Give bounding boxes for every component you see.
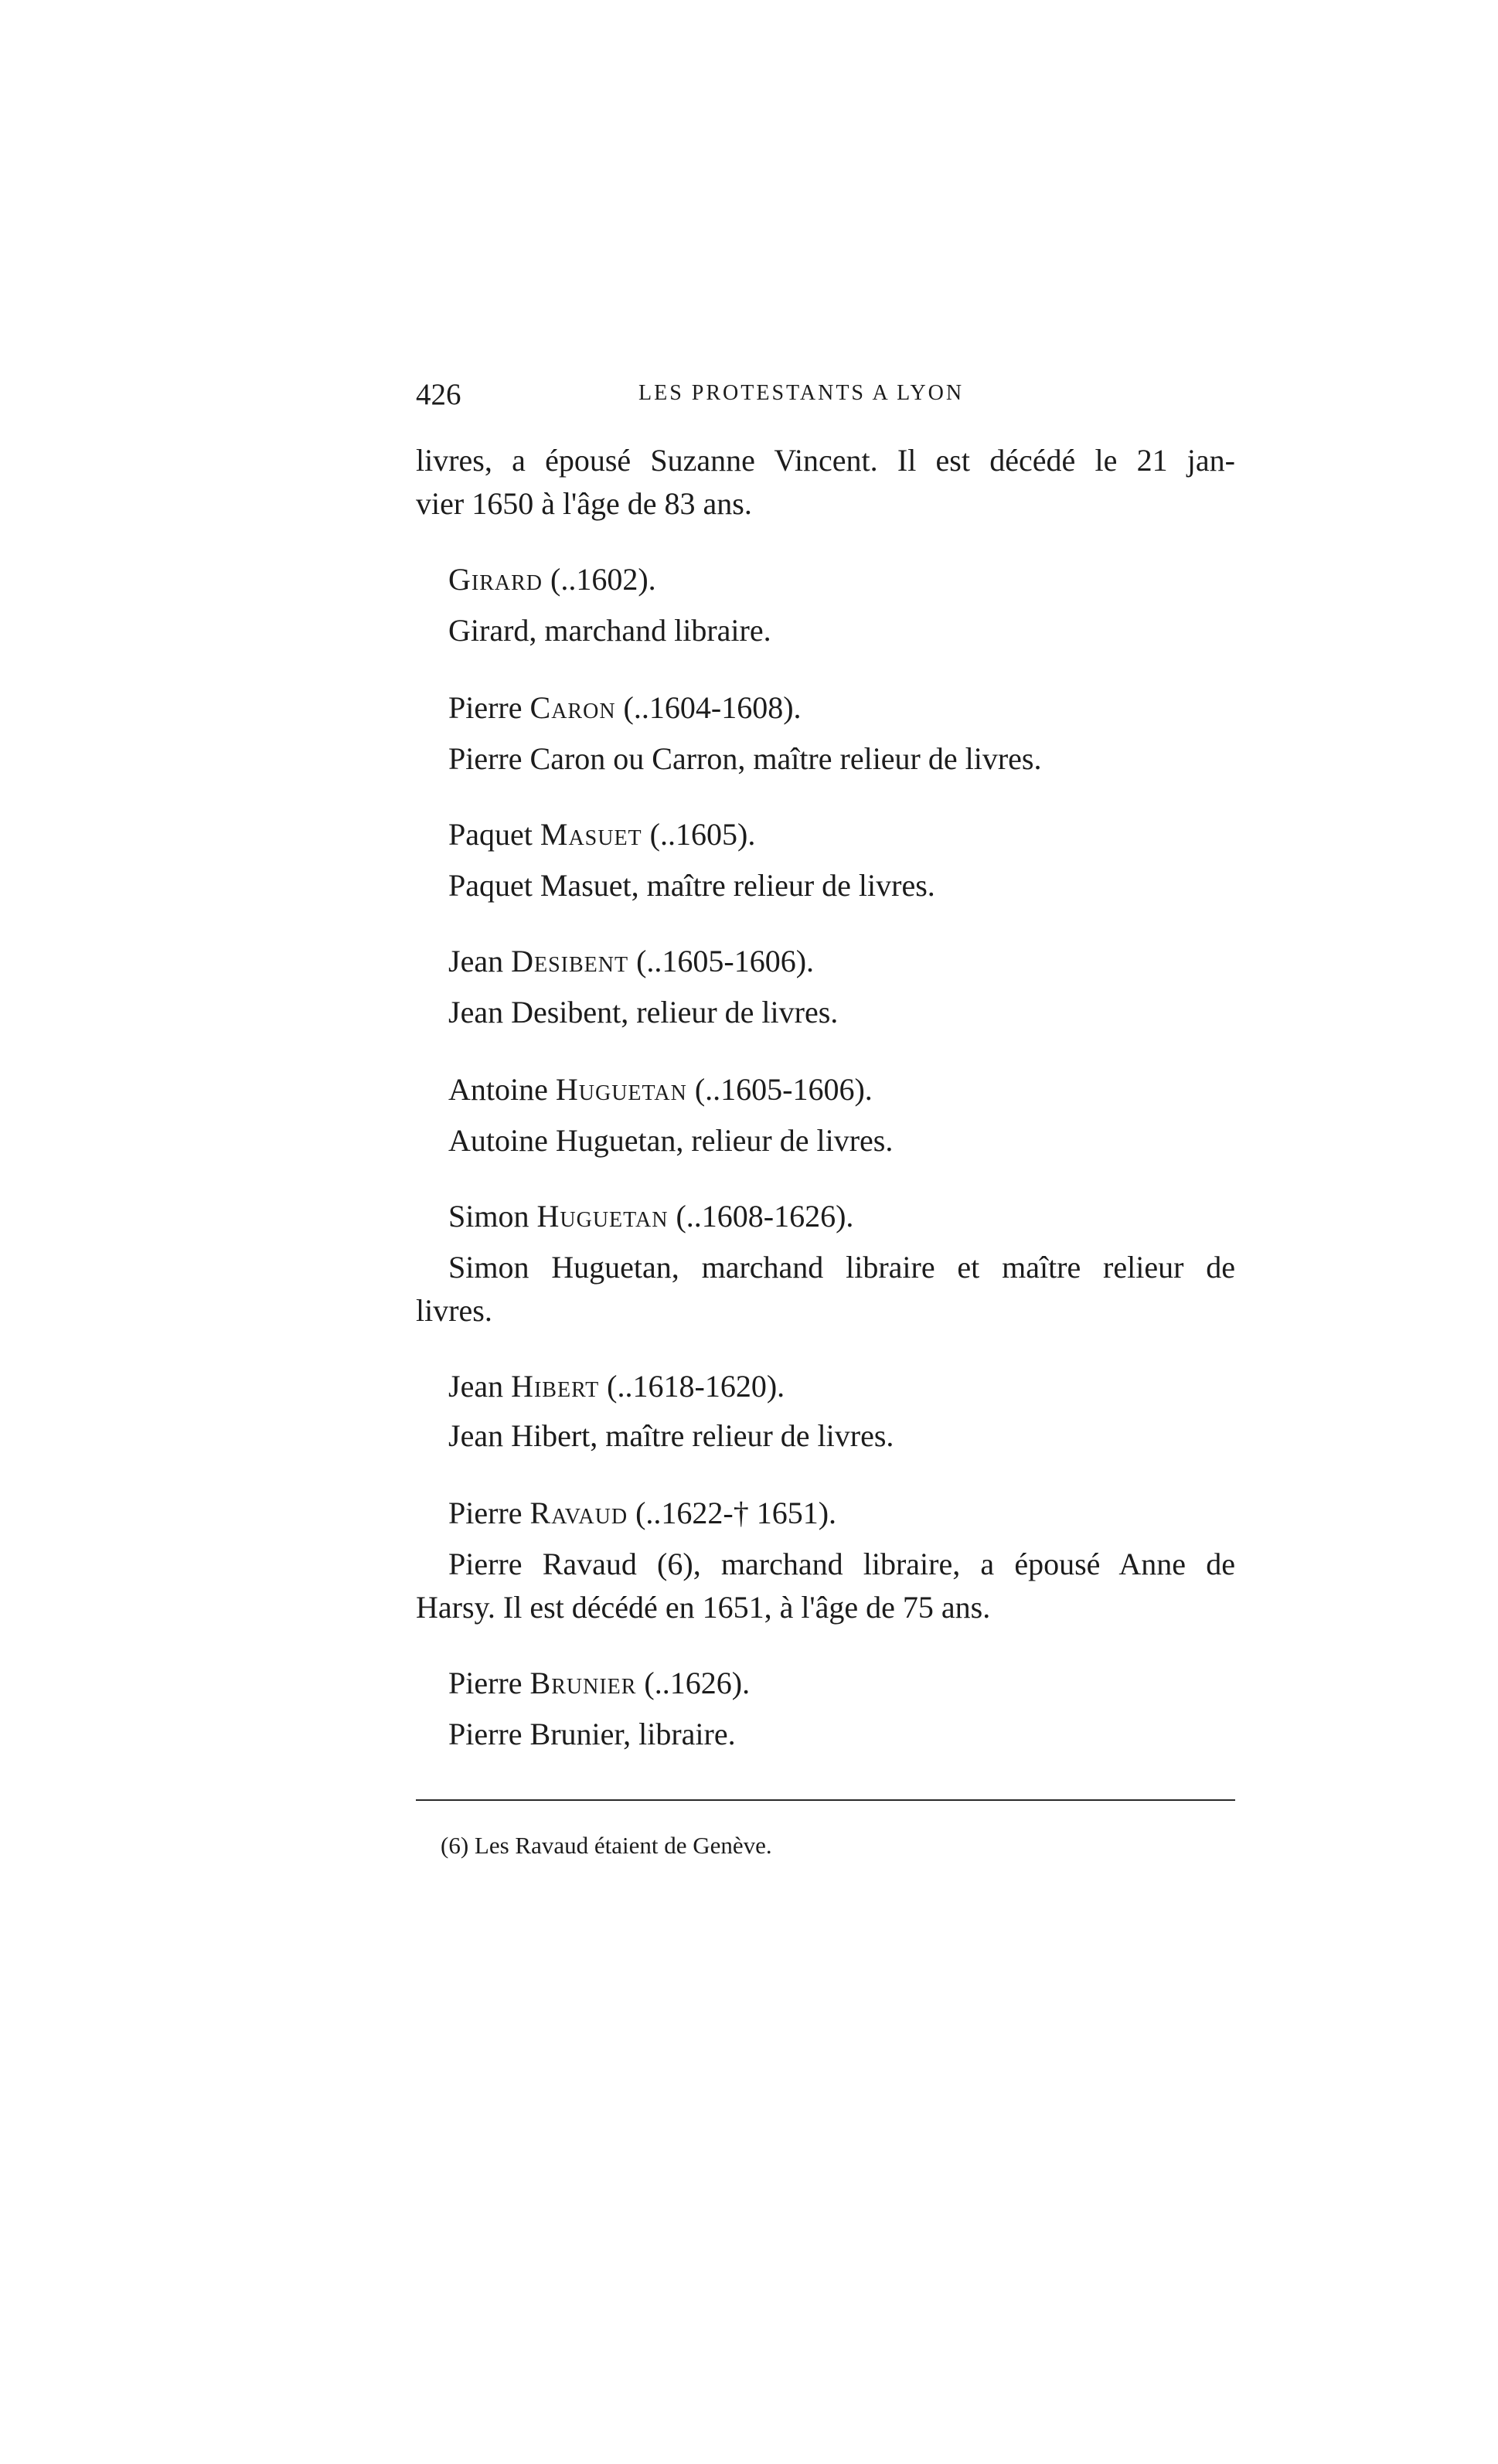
entry-heading-antoine-huguetan bbox=[448, 1068, 1235, 1111]
entry-dates: (..1626). bbox=[636, 1666, 751, 1700]
entry-given-name: Antoine bbox=[448, 1072, 556, 1107]
entry-surname: Hibert bbox=[511, 1369, 600, 1404]
entry-heading-simon-huguetan bbox=[448, 1195, 1235, 1238]
entry-desc-desibent: Jean Desibent, relieur de livres. bbox=[448, 995, 839, 1030]
entry-heading-hibert bbox=[448, 1365, 1235, 1408]
running-title: LES PROTESTANTS A LYON bbox=[638, 381, 965, 405]
entry-given-name: Jean bbox=[448, 944, 512, 978]
entry-given-name: Simon bbox=[448, 1199, 537, 1234]
entry-surname: Huguetan bbox=[555, 1072, 687, 1107]
entry-surname: Girard bbox=[448, 562, 543, 597]
entry-desc-girard: Girard, marchand libraire. bbox=[448, 613, 771, 648]
entry-desc-ravaud-line-1: Pierre Ravaud (6), marchand libraire, a épousé Anne de bbox=[448, 1547, 1235, 1581]
entry-given-name: Jean bbox=[448, 1369, 512, 1404]
entry-dates: (..1618-1620). bbox=[599, 1369, 785, 1404]
entry-surname: Caron bbox=[529, 690, 616, 725]
entry-desc-masuet: Paquet Masuet, maître relieur de livres. bbox=[448, 868, 935, 903]
intro-line-2: vier 1650 à l'âge de 83 ans. bbox=[416, 486, 752, 521]
entry-desc-simon-huguetan-line-1: Simon Huguetan, marchand libraire et maître relieur de bbox=[448, 1250, 1235, 1285]
entry-dates: (..1608-1626). bbox=[668, 1199, 854, 1234]
entry-given-name: Pierre bbox=[448, 690, 530, 725]
entry-heading-desibent bbox=[448, 940, 1235, 983]
entry-given-name: Pierre bbox=[448, 1496, 530, 1530]
entry-surname: Ravaud bbox=[529, 1496, 628, 1530]
page-header bbox=[416, 377, 1235, 416]
entry-dates: (..1604-1608). bbox=[615, 690, 802, 725]
entry-dates: (..1602). bbox=[543, 562, 656, 597]
entry-given-name: Pierre bbox=[448, 1666, 530, 1700]
intro-line-1: livres, a épousé Suzanne Vincent. Il est décédé le 21 jan- bbox=[416, 443, 1235, 478]
footnote-divider bbox=[416, 1799, 1235, 1801]
entry-heading-ravaud bbox=[448, 1492, 1235, 1535]
footnote: (6) Les Ravaud étaient de Genève. bbox=[441, 1832, 772, 1859]
entry-desc-simon-huguetan-line-2: livres. bbox=[416, 1293, 492, 1328]
entry-heading-girard bbox=[448, 558, 1235, 601]
entry-desc-brunier: Pierre Brunier, libraire. bbox=[448, 1717, 736, 1751]
entry-dates: (..1605). bbox=[642, 817, 756, 852]
entry-surname: Masuet bbox=[540, 817, 642, 852]
entry-heading-masuet bbox=[448, 813, 1235, 856]
entry-surname: Desibent bbox=[511, 944, 629, 978]
entry-heading-brunier bbox=[448, 1662, 1235, 1705]
page-number: 426 bbox=[416, 378, 461, 411]
entry-given-name: Paquet bbox=[448, 817, 540, 852]
entry-desc-antoine-huguetan: Autoine Huguetan, relieur de livres. bbox=[448, 1123, 894, 1158]
entry-dates: (..1622-† 1651). bbox=[628, 1496, 837, 1530]
entry-desc-caron: Pierre Caron ou Carron, maître relieur de livres. bbox=[448, 741, 1042, 776]
entry-surname: Huguetan bbox=[536, 1199, 669, 1234]
entry-desc-ravaud-line-2: Harsy. Il est décédé en 1651, à l'âge de 75 ans. bbox=[416, 1590, 991, 1625]
entry-dates: (..1605-1606). bbox=[628, 944, 815, 978]
entry-surname: Brunier bbox=[529, 1666, 637, 1700]
entry-dates: (..1605-1606). bbox=[686, 1072, 873, 1107]
entry-heading-caron bbox=[448, 686, 1235, 730]
entry-desc-hibert: Jean Hibert, maître relieur de livres. bbox=[448, 1418, 894, 1453]
